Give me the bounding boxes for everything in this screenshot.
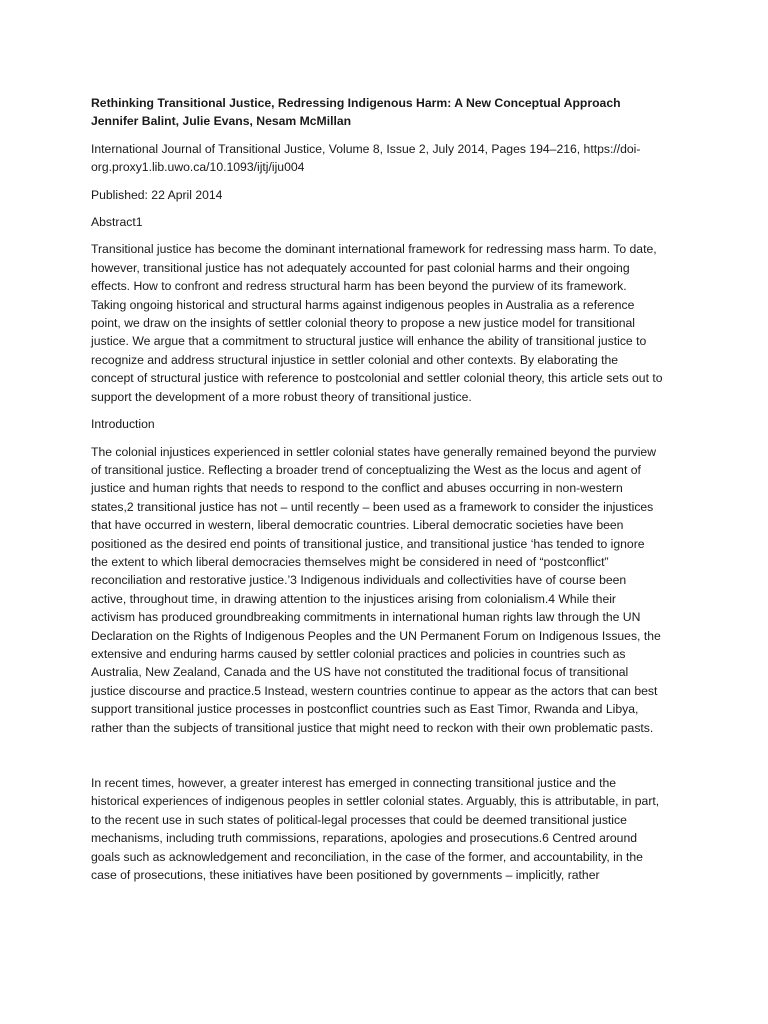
abstract-heading: Abstract1 <box>91 215 143 230</box>
introduction-paragraph-1: The colonial injustices experienced in settler colonial states have generally remained beyond the purview of transitional justice. Reflecting a broader trend of conceptualizing the West as the locus and agent of justice and human rights that needs to respond to the conflict and abuses occurring in non-western states,2 transitional justice has not – until recently – been used as a framework to consider the injustices that have occurred in western, liberal democratic countries. Liberal democratic societies have been positioned as the desired end points of transitional justice, and transitional justice ‘has tended to ignore the extent to which liberal democracies themselves might be considered in need of “postconflict” reconciliation and restorative justice.’3 Indigenous individuals and collectivities have of course been active, throughout time, in drawing attention to the injustices arising from colonialism.4 While their activism has produced groundbreaking commitments in international human rights law through the UN Declaration on the Rights of Indigenous Peoples and the UN Permanent Forum on Indigenous Issues, the extensive and enduring harms caused by settler colonial practices and policies in countries such as Australia, New Zealand, Canada and the US have not constituted the traditional focus of transitional justice discourse and practice.5 Instead, western countries continue to appear as the actors that can best support transitional justice processes in postconflict countries such as East Timor, Rwanda and Libya, rather than the subjects of transitional justice that might need to reckon with their own problematic pasts. <box>91 444 661 735</box>
introduction-paragraph-2: In recent times, however, a greater interest has emerged in connecting transitional justice and the historical experiences of indigenous peoples in settler colonial states. Arguably, this is attributable, in part, to the recent use in such states of political-legal processes that could be deemed transitional justice mechanisms, including truth commissions, reparations, apologies and prosecutions.6 Centred around goals such as acknowledgement and reconciliation, in the case of the former, and accountability, in the case of prosecutions, these initiatives have been positioned by governments – implicitly, rather <box>91 776 660 883</box>
article-title: Rethinking Transitional Justice, Redressing Indigenous Harm: A New Conceptual Approach Jennifer Balint, Julie Evans, Nesam McMillan <box>91 96 621 129</box>
introduction-heading: Introduction <box>91 417 155 432</box>
article-citation: International Journal of Transitional Justice, Volume 8, Issue 2, July 2014, Pages 194–216, https://doi-org.proxy1.lib.uwo.ca/10.1093/ijtj/iju004 <box>91 141 641 175</box>
paragraph-gap <box>91 746 663 774</box>
abstract-paragraph: Transitional justice has become the dominant international framework for redressing mass harm. To date, however, transitional justice has not adequately accounted for past colonial harms and their ongoing effects. How to confront and redress structural harm has been beyond the purview of its framework. Taking ongoing historical and structural harms against indigenous peoples in Australia as a reference point, we draw on the insights of settler colonial theory to propose a new justice model for transitional justice. We argue that a commitment to structural justice will enhance the ability of transitional justice to recognize and address structural injustice in settler colonial and other contexts. By elaborating the concept of structural justice with reference to postcolonial and settler colonial theory, this article sets out to support the development of a more robust theory of transitional justice. <box>91 242 663 404</box>
document-page <box>91 94 663 893</box>
published-date: Published: 22 April 2014 <box>91 187 223 202</box>
